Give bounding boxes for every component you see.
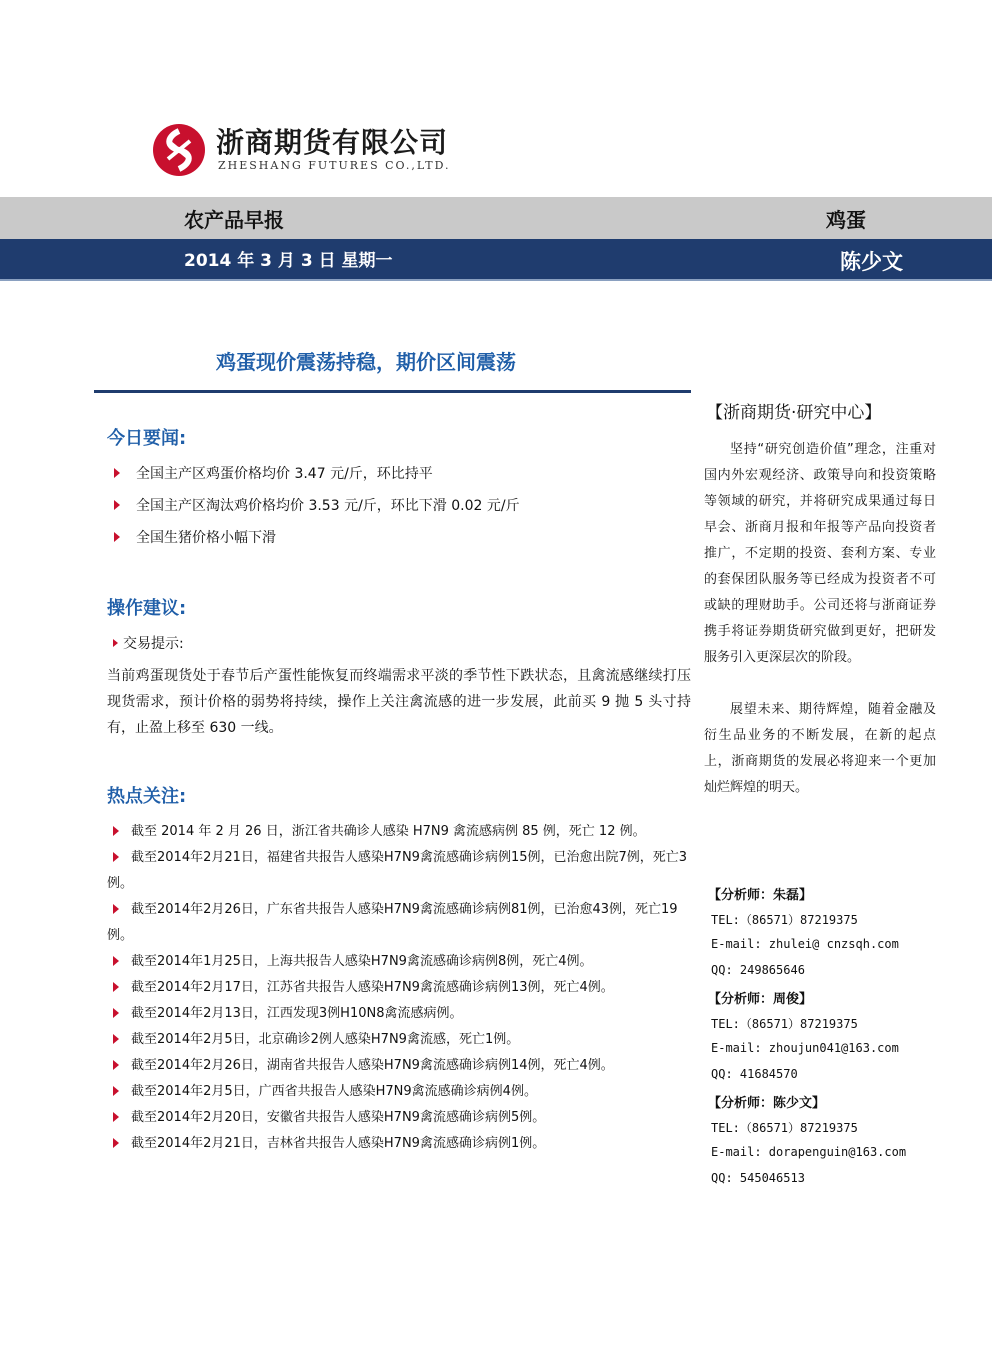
analyst-label: 【分析师：朱磊】 [708,888,813,903]
news-item: 全国主产区鸡蛋价格均价 3.47 元/斤，环比持平 [114,463,433,483]
list-item: 截至2014年2月26日，湖南省共报告人感染H7N9禽流感确诊病例14例，死亡4例。 [107,1053,692,1079]
hotspot-list [107,819,692,1157]
bullet-arrow-icon [113,1086,119,1096]
headline-rule [94,390,691,393]
bullet-arrow-icon [113,826,119,836]
news-item: 全国生猪价格小幅下滑 [114,527,276,547]
analyst-qq: QQ: 41684570 [711,1067,798,1081]
section-title-advice: 操作建议: [107,598,187,619]
analyst-tel: TEL:（86571）87219375 [711,913,858,927]
bullet-arrow-icon [113,982,119,992]
list-item: 截至2014年2月5日，广西省共报告人感染H7N9禽流感确诊病例4例。 [107,1079,692,1105]
list-item: 截至2014年2月21日，福建省共报告人感染H7N9禽流感确诊病例15例，已治愈出院7例，死亡3例。 [107,850,688,891]
list-item: 截至2014年2月20日，安徽省共报告人感染H7N9禽流感确诊病例5例。 [107,1105,692,1131]
report-date: 2014 年 3 月 3 日 星期一 [184,251,393,271]
list-item: 截至 2014 年 2 月 26 日，浙江省共确诊人感染 H7N9 禽流感病例 85 例，死亡 12 例。 [107,819,692,845]
bullet-arrow-icon [113,1060,119,1070]
analyst-tel: TEL:（86571）87219375 [711,1121,858,1135]
list-item: 截至2014年2月17日，江苏省共报告人感染H7N9禽流感确诊病例13例，死亡4例。 [107,975,692,1001]
header-band-rule [0,279,992,281]
list-item: 截至2014年1月25日，上海共报告人感染H7N9禽流感确诊病例8例，死亡4例。 [107,949,692,975]
list-item: 截至2014年2月5日，北京确诊2例人感染H7N9禽流感，死亡1例。 [107,1027,692,1053]
sidebar-title: 【浙商期货·研究中心】 [706,403,882,423]
advice-paragraph: 当前鸡蛋现货处于春节后产蛋性能恢复而终端需求平淡的季节性下跌状态，且禽流感继续打压现货需求，预计价格的弱势将持续，操作上关注禽流感的进一步发展，此前买 9 抛 5 头寸持有，止盈上移至 630 一线。 [107,668,691,736]
bullet-arrow-icon [113,639,118,647]
sidebar-paragraph: 展望未来、期待辉煌，随着金融及衍生品业务的不断发展，在新的起点上，浙商期货的发展必将迎来一个更加灿烂辉煌的明天。 [704,702,936,795]
analyst-qq: QQ: 545046513 [711,1171,805,1185]
trade-tip-label: 交易提示: [113,633,184,653]
report-type: 农产品早报 [184,208,284,232]
analyst-email[interactable]: E-mail: dorapenguin@163.com [711,1145,907,1159]
company-name-en: ZHESHANG FUTURES CO.,LTD. [218,159,451,172]
bullet-arrow-icon [113,1112,119,1122]
bullet-arrow-icon [114,532,120,542]
bullet-arrow-icon [113,904,119,914]
news-item: 全国主产区淘汰鸡价格均价 3.53 元/斤，环比下滑 0.02 元/斤 [114,495,520,515]
analyst-qq: QQ: 249865646 [711,963,805,977]
bullet-arrow-icon [114,468,120,478]
bullet-arrow-icon [113,1008,119,1018]
bullet-arrow-icon [113,956,119,966]
commodity-label: 鸡蛋 [826,208,866,232]
section-title-hotspots: 热点关注: [107,786,187,807]
analyst-email[interactable]: E-mail: zhoujun041@163.com [711,1041,899,1055]
company-name-cn: 浙商期货有限公司 [216,126,449,159]
company-logo [152,121,451,181]
analyst-label: 【分析师：陈少文】 [708,1096,826,1111]
analyst-email[interactable]: E-mail: zhulei@ cnzsqh.com [711,937,899,951]
section-title-today-news: 今日要闻: [107,428,187,449]
analyst-tel: TEL:（86571）87219375 [711,1017,858,1031]
list-item: 截至2014年2月21日，吉林省共报告人感染H7N9禽流感确诊病例1例。 [107,1131,692,1157]
sidebar-paragraph: 坚持“研究创造价值”理念，注重对国内外宏观经济、政策导向和投资策略等领域的研究，并将研究成果通过每日早会、浙商月报和年报等产品向投资者推广，不定期的投资、套利方案、专业的套保团队服务等已经成为投资者不可或缺的理财助手。公司还将与浙商证券携手将证券期货研究做到更好，把研发服务引入更深层次的阶段。 [704,442,936,665]
bullet-arrow-icon [113,852,119,862]
analyst-label: 【分析师：周俊】 [708,992,813,1007]
bullet-arrow-icon [113,1034,119,1044]
list-item: 截至2014年2月13日，江西发现3例H10N8禽流感病例。 [107,1001,692,1027]
logo-mark-icon [152,123,206,177]
report-headline: 鸡蛋现价震荡持稳，期价区间震荡 [216,350,516,374]
report-author: 陈少文 [840,250,903,274]
bullet-arrow-icon [113,1138,119,1148]
bullet-arrow-icon [114,500,120,510]
list-item: 截至2014年2月26日，广东省共报告人感染H7N9禽流感确诊病例81例，已治愈43例，死亡19例。 [107,902,678,943]
